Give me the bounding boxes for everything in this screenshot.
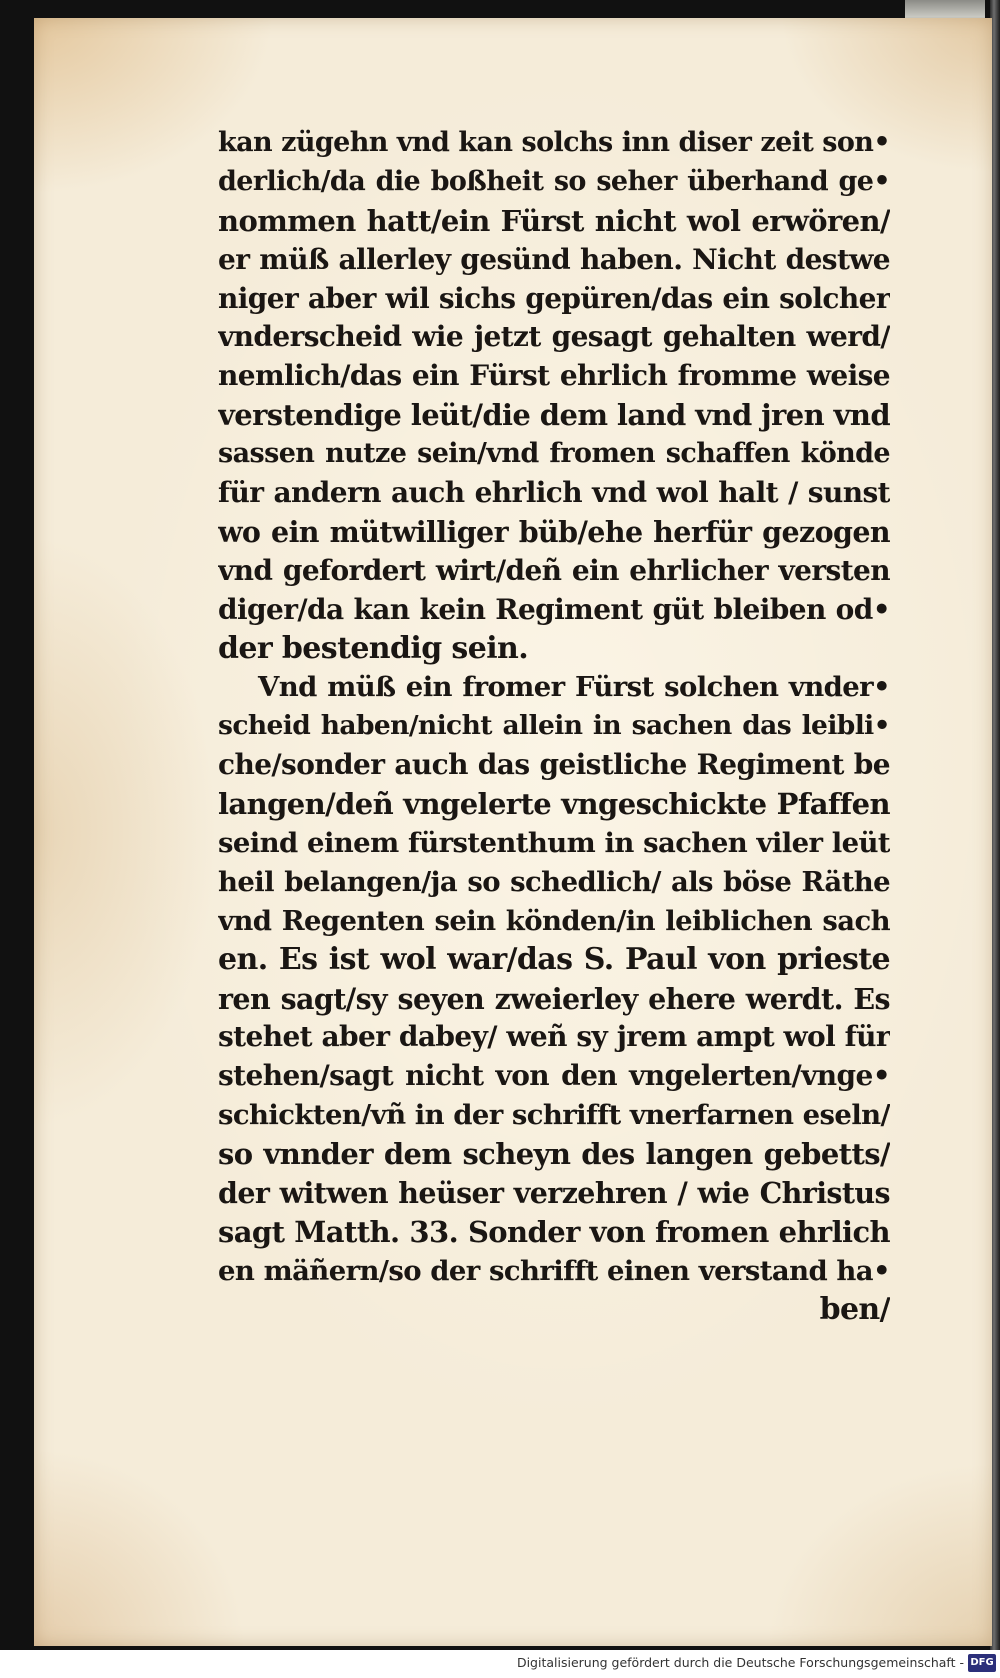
text-line: en. Es ist wol war/das S. Paul von prieste <box>218 941 890 977</box>
text-line: en mäñern/so der schrifft einen verstand ha• <box>218 1254 890 1287</box>
text-line: langen/deñ vngelerte vngeschickte Pfaffen <box>218 787 890 822</box>
text-line: diger/da kan kein Regiment güt bleiben od• <box>218 592 890 626</box>
text-line: kan zügehn vnd kan solchs inn diser zeit son• <box>218 127 890 158</box>
text-line: nommen hatt/ein Fürst nicht wol erwören/ <box>218 203 890 238</box>
text-line: ren sagt/sy seyen zweierley ehere werdt. Es <box>218 981 890 1016</box>
text-line: scheid haben/nicht allein in sachen das leibli• <box>218 710 890 742</box>
text-line: wo ein mütwilliger büb/ehe herfür gezogen <box>218 514 890 549</box>
text-line: heil belangen/ja so schedlich/ als böse Räthe <box>218 865 890 898</box>
text-line: vnd Regenten sein könden/in leiblichen sach <box>218 904 890 937</box>
text-line: niger aber wil sichs gepüren/das ein solcher <box>218 281 890 315</box>
footer-credit: Digitalisierung gefördert durch die Deutsche Forschungsgemeinschaft - <box>516 1655 964 1670</box>
text-line: sassen nutze sein/vnd fromen schaffen könde <box>218 438 890 470</box>
dfg-logo: DFG <box>968 1654 996 1672</box>
catchword: ben/ <box>819 1291 890 1327</box>
text-line: der bestendig sein. <box>218 630 529 666</box>
text-line: stehen/sagt nicht von den vngelerten/vnge• <box>218 1059 890 1093</box>
text-line: verstendige leüt/die dem land vnd jren vnd <box>218 398 890 433</box>
text-line: stehet aber dabey/ weñ sy jrem ampt wol für <box>218 1020 890 1054</box>
text-line: sagt Matth. 33. Sonder von fromen ehrlich <box>218 1214 890 1249</box>
text-line: vnderscheid wie jetzt gesagt gehalten werd/ <box>218 320 890 354</box>
text-line: schickten/vñ in der schrifft vnerfarnen eseln/ <box>218 1099 890 1132</box>
page-text <box>218 124 890 1330</box>
text-line: nemlich/das ein Fürst ehrlich fromme weise <box>218 359 890 393</box>
text-line: der witwen heüser verzehren / wie Christus <box>218 1176 890 1211</box>
text-line: für andern auch ehrlich vnd wol halt / sunst <box>218 476 890 510</box>
footer-bar <box>0 1650 1000 1678</box>
text-line: derlich/da die boßheit so seher überhand ge• <box>218 165 890 197</box>
text-line: vnd gefordert wirt/deñ ein ehrlicher versten <box>218 553 890 587</box>
text-line: Vnd müß ein fromer Fürst solchen vnder• <box>258 671 890 704</box>
text-line: seind einem fürstenthum in sachen viler leüt <box>218 827 890 860</box>
text-line: er müß allerley gesünd haben. Nicht destwe <box>218 242 890 276</box>
text-line: che/sonder auch das geistliche Regiment be <box>218 748 890 782</box>
text-line: so vnnder dem scheyn des langen gebetts/ <box>218 1137 890 1172</box>
